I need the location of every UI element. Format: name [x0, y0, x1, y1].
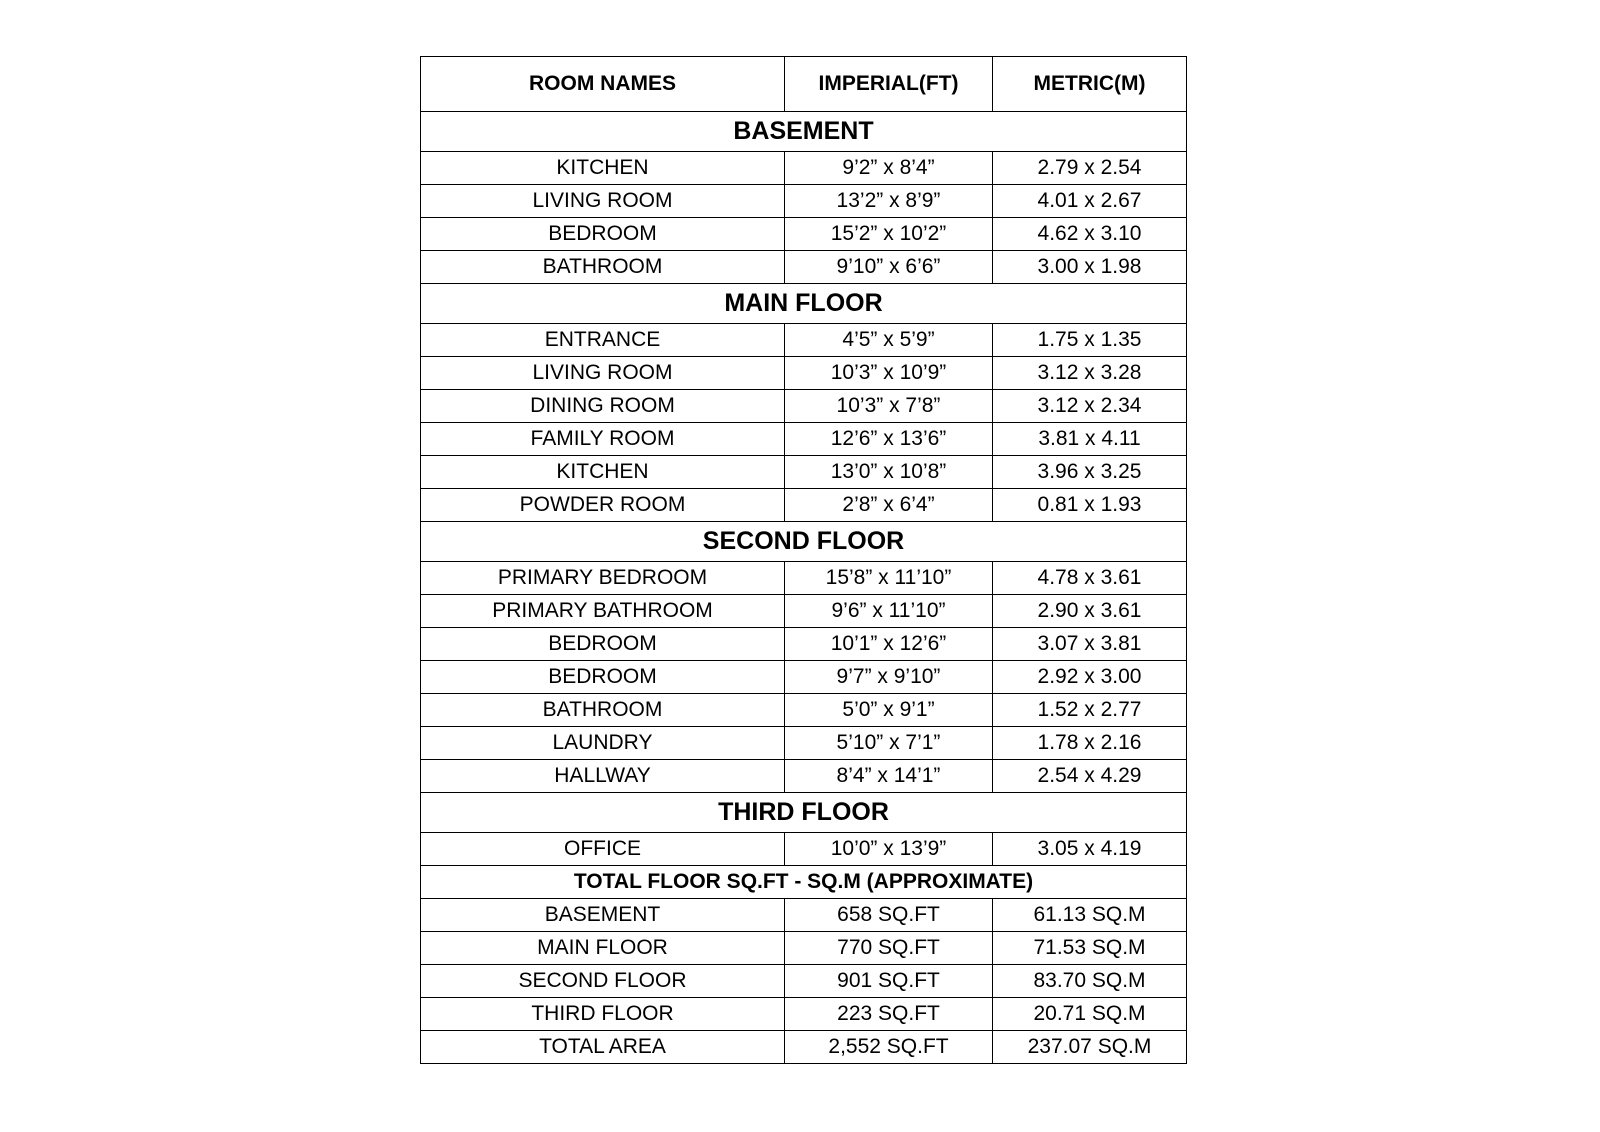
- metric-cell: 1.52 x 2.77: [993, 694, 1187, 727]
- section-second-floor-row: [421, 522, 1187, 562]
- metric-cell: 1.78 x 2.16: [993, 727, 1187, 760]
- section-main-floor-row: [421, 284, 1187, 324]
- table-row: [421, 423, 1187, 456]
- room-name-cell: LIVING ROOM: [421, 185, 785, 218]
- imperial-cell: 10’3” x 7’8”: [785, 390, 993, 423]
- imperial-cell: 2’8” x 6’4”: [785, 489, 993, 522]
- imperial-cell: 901 SQ.FT: [785, 965, 993, 998]
- imperial-cell: 13’0” x 10’8”: [785, 456, 993, 489]
- room-name-cell: KITCHEN: [421, 456, 785, 489]
- metric-cell: 3.00 x 1.98: [993, 251, 1187, 284]
- metric-cell: 3.96 x 3.25: [993, 456, 1187, 489]
- table-row: [421, 218, 1187, 251]
- imperial-cell: 10’3” x 10’9”: [785, 357, 993, 390]
- room-name-cell: THIRD FLOOR: [421, 998, 785, 1031]
- table-row: [421, 357, 1187, 390]
- room-name-cell: PRIMARY BEDROOM: [421, 562, 785, 595]
- table-row: [421, 932, 1187, 965]
- metric-cell: 3.07 x 3.81: [993, 628, 1187, 661]
- table-row: [421, 899, 1187, 932]
- imperial-cell: 9’7” x 9’10”: [785, 661, 993, 694]
- column-header-imperial: IMPERIAL(FT): [785, 57, 993, 112]
- table-row: [421, 562, 1187, 595]
- imperial-cell: 15’2” x 10’2”: [785, 218, 993, 251]
- imperial-cell: 10’1” x 12’6”: [785, 628, 993, 661]
- table-row: [421, 489, 1187, 522]
- metric-cell: 2.79 x 2.54: [993, 152, 1187, 185]
- table-row: [421, 628, 1187, 661]
- room-name-cell: OFFICE: [421, 833, 785, 866]
- imperial-cell: 5’10” x 7’1”: [785, 727, 993, 760]
- imperial-cell: 4’5” x 5’9”: [785, 324, 993, 357]
- room-name-cell: BASEMENT: [421, 899, 785, 932]
- section-third-floor-row: [421, 793, 1187, 833]
- room-name-cell: DINING ROOM: [421, 390, 785, 423]
- room-name-cell: HALLWAY: [421, 760, 785, 793]
- table-row: [421, 727, 1187, 760]
- metric-cell: 4.01 x 2.67: [993, 185, 1187, 218]
- table-row: [421, 185, 1187, 218]
- table-row: [421, 1031, 1187, 1064]
- imperial-cell: 10’0” x 13’9”: [785, 833, 993, 866]
- metric-cell: 71.53 SQ.M: [993, 932, 1187, 965]
- metric-cell: 1.75 x 1.35: [993, 324, 1187, 357]
- metric-cell: 61.13 SQ.M: [993, 899, 1187, 932]
- imperial-cell: 2,552 SQ.FT: [785, 1031, 993, 1064]
- room-name-cell: BATHROOM: [421, 251, 785, 284]
- imperial-cell: 9’10” x 6’6”: [785, 251, 993, 284]
- metric-cell: 2.92 x 3.00: [993, 661, 1187, 694]
- room-name-cell: LIVING ROOM: [421, 357, 785, 390]
- column-header-room-names: ROOM NAMES: [421, 57, 785, 112]
- imperial-cell: 12’6” x 13’6”: [785, 423, 993, 456]
- imperial-cell: 8’4” x 14’1”: [785, 760, 993, 793]
- table-row: [421, 152, 1187, 185]
- metric-cell: 3.81 x 4.11: [993, 423, 1187, 456]
- imperial-cell: 658 SQ.FT: [785, 899, 993, 932]
- room-name-cell: PRIMARY BATHROOM: [421, 595, 785, 628]
- imperial-cell: 15’8” x 11’10”: [785, 562, 993, 595]
- table-row: [421, 694, 1187, 727]
- room-name-cell: MAIN FLOOR: [421, 932, 785, 965]
- room-name-cell: BEDROOM: [421, 628, 785, 661]
- metric-cell: 4.62 x 3.10: [993, 218, 1187, 251]
- metric-cell: 2.90 x 3.61: [993, 595, 1187, 628]
- table-row: [421, 998, 1187, 1031]
- section-basement-title: BASEMENT: [421, 112, 1187, 152]
- metric-cell: 2.54 x 4.29: [993, 760, 1187, 793]
- room-name-cell: SECOND FLOOR: [421, 965, 785, 998]
- section-basement-row: [421, 112, 1187, 152]
- room-name-cell: BEDROOM: [421, 661, 785, 694]
- table-row: [421, 965, 1187, 998]
- totals-section-title: TOTAL FLOOR SQ.FT - SQ.M (APPROXIMATE): [421, 866, 1187, 899]
- metric-cell: 3.12 x 3.28: [993, 357, 1187, 390]
- table-row: [421, 251, 1187, 284]
- room-name-cell: FAMILY ROOM: [421, 423, 785, 456]
- imperial-cell: 13’2” x 8’9”: [785, 185, 993, 218]
- table-row: [421, 390, 1187, 423]
- room-name-cell: KITCHEN: [421, 152, 785, 185]
- metric-cell: 0.81 x 1.93: [993, 489, 1187, 522]
- metric-cell: 3.05 x 4.19: [993, 833, 1187, 866]
- room-name-cell: ENTRANCE: [421, 324, 785, 357]
- room-name-cell: BATHROOM: [421, 694, 785, 727]
- table-row: [421, 833, 1187, 866]
- totals-section-row: [421, 866, 1187, 899]
- metric-cell: 3.12 x 2.34: [993, 390, 1187, 423]
- imperial-cell: 9’6” x 11’10”: [785, 595, 993, 628]
- room-name-cell: TOTAL AREA: [421, 1031, 785, 1064]
- imperial-cell: 9’2” x 8’4”: [785, 152, 993, 185]
- metric-cell: 4.78 x 3.61: [993, 562, 1187, 595]
- section-third-floor-title: THIRD FLOOR: [421, 793, 1187, 833]
- table-header-row: [421, 57, 1187, 112]
- metric-cell: 237.07 SQ.M: [993, 1031, 1187, 1064]
- imperial-cell: 5’0” x 9’1”: [785, 694, 993, 727]
- imperial-cell: 770 SQ.FT: [785, 932, 993, 965]
- column-header-metric: METRIC(M): [993, 57, 1187, 112]
- imperial-cell: 223 SQ.FT: [785, 998, 993, 1031]
- table-row: [421, 324, 1187, 357]
- table-row: [421, 661, 1187, 694]
- table-row: [421, 595, 1187, 628]
- table-body: [421, 112, 1187, 1064]
- section-main-floor-title: MAIN FLOOR: [421, 284, 1187, 324]
- metric-cell: 20.71 SQ.M: [993, 998, 1187, 1031]
- room-name-cell: LAUNDRY: [421, 727, 785, 760]
- table-row: [421, 760, 1187, 793]
- room-dimensions-table: [420, 56, 1187, 1064]
- metric-cell: 83.70 SQ.M: [993, 965, 1187, 998]
- table-row: [421, 456, 1187, 489]
- section-second-floor-title: SECOND FLOOR: [421, 522, 1187, 562]
- room-name-cell: BEDROOM: [421, 218, 785, 251]
- room-name-cell: POWDER ROOM: [421, 489, 785, 522]
